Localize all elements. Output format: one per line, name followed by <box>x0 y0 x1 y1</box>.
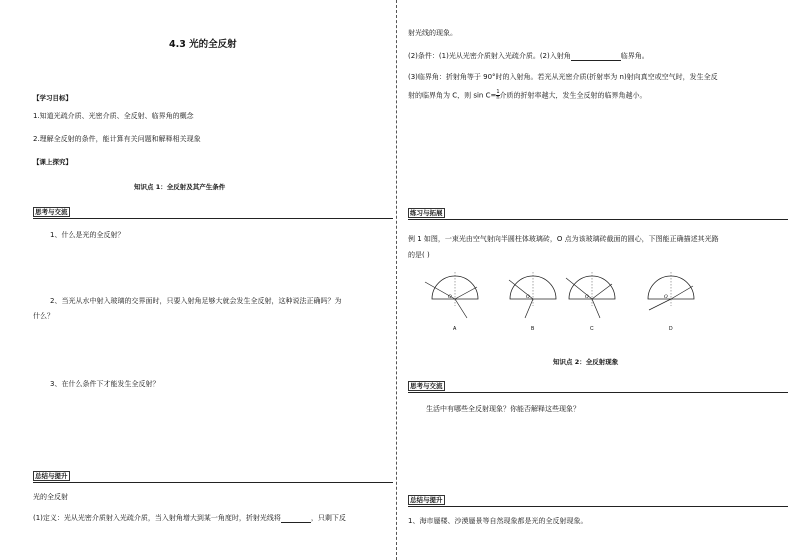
fraction-1-over-n: $\frac{1}{n}$ <box>496 89 500 101</box>
explore-heading: 【课上探究】 <box>33 158 72 166</box>
continued-line: 射光线的现象。 <box>408 29 457 37</box>
summary-item-1: 1、海市蜃楼、沙漠蜃景等自然现象都是光的全反射现象。 <box>408 517 588 525</box>
critical-angle-text: 射的临界角为 C，则 sin C= <box>408 91 497 100</box>
center-o-label: O <box>664 295 668 300</box>
goal-2: 2.理解全反射的条件，能计算有关问题和解释相关现象 <box>33 135 201 143</box>
summary-title: 光的全反射 <box>33 493 68 501</box>
option-label: D <box>669 326 673 330</box>
definition-text: (1)定义：光从光密介质射入光疏介质，当入射角增大到某一角度时，折射光线将 <box>33 514 281 522</box>
option-label: A <box>453 326 457 330</box>
knowledge-point-2: 知识点 2：全反射现象 <box>553 358 619 366</box>
question-1: 1、什么是光的全反射？ <box>50 231 125 239</box>
summary-box: 总结与提升 <box>410 496 443 504</box>
study-goals-heading: 【学习目标】 <box>33 94 72 102</box>
section-rule <box>408 392 788 393</box>
fill-blank <box>281 515 311 523</box>
column-divider <box>396 0 397 560</box>
summary-box: 总结与提升 <box>35 472 68 480</box>
condition-text-end: 临界角。 <box>620 52 649 60</box>
example-1-line-1: 例 1 如图，一束光由空气射向半圆柱体玻璃砖，O 点为该玻璃砖截面的圆心，下图能正确描述其光路 <box>408 235 719 243</box>
practice-box: 练习与拓展 <box>410 209 443 217</box>
example-1-line-2: 的是( ) <box>408 251 430 259</box>
fill-blank <box>571 53 621 61</box>
option-a-diagram <box>425 272 478 330</box>
critical-angle-line-1: (3)临界角：折射角等于 90°时的入射角。若光从光密介质(折射率为 n)射向真空或空气时，发生全反 <box>408 73 718 81</box>
center-o-label: O <box>526 295 530 300</box>
option-label: B <box>531 326 535 330</box>
section-rule <box>408 219 788 220</box>
think-discuss-box: 思考与交流 <box>410 382 443 390</box>
critical-angle-text-end: 介质的折射率越大，发生全反射的临界角越小。 <box>499 91 647 100</box>
optics-options-diagram <box>398 268 794 330</box>
option-b-diagram <box>509 272 556 330</box>
right-column <box>398 0 794 560</box>
left-column <box>0 0 396 560</box>
condition-line <box>408 52 649 61</box>
section-rule <box>33 482 393 483</box>
option-c-diagram <box>566 272 615 330</box>
section-rule <box>408 506 788 507</box>
question-3: 3、在什么条件下才能发生全反射？ <box>50 380 160 388</box>
section-rule <box>33 218 393 219</box>
option-label: C <box>590 326 594 330</box>
life-question: 生活中有哪些全反射现象？你能否解释这些现象？ <box>426 405 580 413</box>
goal-1: 1.知道光疏介质、光密介质、全反射、临界角的概念 <box>33 112 194 120</box>
page-title: 4.3 光的全反射 <box>169 39 237 50</box>
critical-angle-line-2 <box>408 90 647 101</box>
question-2-line-1: 2、当光从水中射入玻璃的交界面时，只要入射角足够大就会发生全反射，这种说法正确吗？为 <box>50 297 342 305</box>
center-o-label: O <box>448 295 452 300</box>
option-d-diagram <box>648 272 694 330</box>
definition-text-end: ，只剩下反 <box>310 514 346 522</box>
think-discuss-box: 思考与交流 <box>35 208 68 216</box>
center-o-label: O <box>585 295 589 300</box>
question-2-line-2: 什么？ <box>33 312 54 320</box>
condition-text: (2)条件：(1)光从光密介质射入光疏介质。(2)入射角 <box>408 52 571 60</box>
knowledge-point-1: 知识点 1：全反射及其产生条件 <box>134 183 226 191</box>
definition-line <box>33 514 346 523</box>
